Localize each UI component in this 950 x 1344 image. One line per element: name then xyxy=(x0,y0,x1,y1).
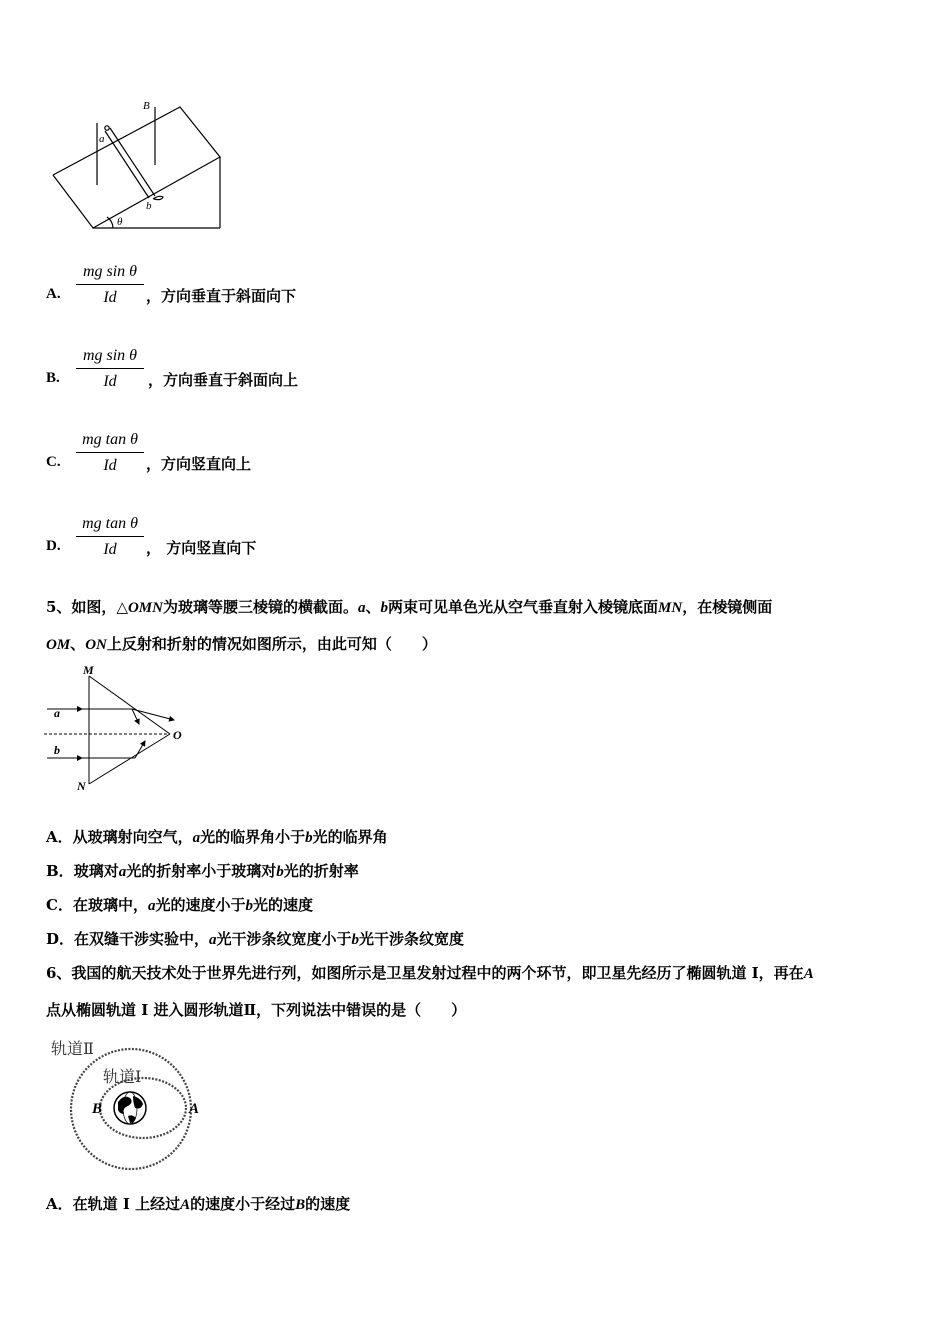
q5-option-b-var: b xyxy=(276,864,284,880)
orbit2-label: 轨道Ⅱ xyxy=(51,1041,94,1058)
q5-option-b-label: B． xyxy=(46,862,74,880)
q5-option-c-text: 光的速度小于 xyxy=(155,896,246,914)
incline-figure xyxy=(45,95,230,235)
option-d-denominator: Id xyxy=(103,541,117,558)
q5-text: ，在棱镜侧面 xyxy=(682,598,773,616)
q6-text: 6、我国的航天技术处于世界先进行列，如图所示是卫星发射过程中的两个环节，即卫星先经历了椭圆轨道 I，再在 xyxy=(46,964,804,982)
q5-option-c-var: a xyxy=(147,898,156,914)
q5-var-a: a xyxy=(358,600,366,616)
q5-text: 、 xyxy=(70,635,86,653)
prism-label-N: N xyxy=(77,779,86,793)
option-c-numerator: mg tan θ xyxy=(82,431,138,448)
q5-var-om: OM xyxy=(46,637,71,653)
option-d-label: D. xyxy=(46,538,61,554)
option-c-denominator: Id xyxy=(103,457,117,474)
figure1-label-theta: θ xyxy=(117,216,123,228)
q5-option-d-var: a xyxy=(209,932,217,948)
q5-option-a-text: 光的临界角小于 xyxy=(200,828,306,846)
figure1-label-b: b xyxy=(146,200,152,212)
option-b-text: ，方向垂直于斜面向上 xyxy=(148,371,299,389)
option-d-text: ， 方向竖直向下 xyxy=(146,539,257,557)
q6-option-a-var: A xyxy=(180,1197,191,1213)
prism-label-M: M xyxy=(83,663,94,677)
q5-option-d xyxy=(46,929,464,950)
q5-option-c xyxy=(46,895,313,916)
q5-text: 两束可见单色光从空气垂直射入棱镜底面 xyxy=(388,598,659,616)
prism-figure xyxy=(42,662,192,794)
q5-option-a-text: 光的临界角 xyxy=(312,828,388,846)
option-b-denominator: Id xyxy=(103,373,117,390)
prism-label-b: b xyxy=(54,743,60,757)
fraction-bar xyxy=(76,536,144,537)
earth-icon xyxy=(114,1092,146,1124)
orbit-figure xyxy=(48,1036,218,1176)
q5-option-c-text: 光的速度 xyxy=(252,896,313,914)
q5-option-b-var: a xyxy=(118,864,127,880)
q6-text: 点从椭圆轨道 I 进入圆形轨道Ⅱ，下列说法中错误的是（ ） xyxy=(46,1001,467,1019)
orbit1-label: 轨道Ⅰ xyxy=(103,1069,142,1086)
q5-stem-line2 xyxy=(46,634,437,655)
option-d-fraction xyxy=(76,514,144,560)
orbit-label-A: A xyxy=(189,1101,200,1117)
option-a-numerator: mg sin θ xyxy=(82,263,138,280)
q5-option-c-label: C． xyxy=(46,896,73,914)
q6-option-a xyxy=(46,1194,350,1215)
option-d-numerator: mg tan θ xyxy=(82,515,138,532)
q5-option-d-text: 在双缝干涉实验中， xyxy=(74,930,210,948)
q5-text: 5、如图， xyxy=(46,598,117,616)
q5-text: 、 xyxy=(365,598,381,616)
q5-option-b-text: 光的折射率 xyxy=(283,862,359,880)
orbit-label-B: B xyxy=(92,1101,103,1117)
q5-option-c-var: b xyxy=(245,898,253,914)
q5-option-c-text: 在玻璃中， xyxy=(72,896,148,914)
option-a-fraction xyxy=(76,262,144,308)
option-b-fraction xyxy=(76,346,144,392)
fraction-bar xyxy=(76,284,144,285)
q5-option-d-text: 光干涉条纹宽度小于 xyxy=(216,930,352,948)
q5-option-d-label: D． xyxy=(46,930,75,948)
option-c-fraction xyxy=(76,430,144,476)
q5-text: 为玻璃等腰三棱镜的横截面。 xyxy=(162,598,358,616)
q6-option-a-text: 的速度 xyxy=(305,1195,351,1213)
q6-option-a-label: A． xyxy=(46,1195,73,1213)
q5-var-on: ON xyxy=(85,637,107,653)
q5-option-b xyxy=(46,861,359,882)
q5-option-a-text: 从玻璃射向空气， xyxy=(72,828,193,846)
option-a-text: ，方向垂直于斜面向下 xyxy=(146,287,297,305)
prism-label-a: a xyxy=(54,706,60,720)
q5-stem-line1 xyxy=(46,597,772,618)
q5-option-d-var: b xyxy=(351,932,360,948)
q5-var-b: b xyxy=(380,600,389,616)
q5-option-b-text: 光的折射率小于玻璃对 xyxy=(126,862,277,880)
q5-option-a-var: b xyxy=(305,830,313,846)
q6-option-a-var: B xyxy=(295,1197,306,1213)
q6-option-a-text: 的速度小于经过 xyxy=(190,1195,296,1213)
fraction-bar xyxy=(76,452,144,453)
q5-option-d-text: 光干涉条纹宽度 xyxy=(359,930,465,948)
option-a-label: A. xyxy=(46,286,61,302)
q5-option-a xyxy=(46,827,388,848)
q5-var-mn: MN xyxy=(658,600,683,616)
option-c-label: C. xyxy=(46,454,61,470)
q6-stem-line1 xyxy=(46,963,814,984)
q5-text: 上反射和折射的情况如图所示，由此可知（ ） xyxy=(106,635,437,653)
option-c-text: ，方向竖直向上 xyxy=(146,455,252,473)
figure1-label-B: B xyxy=(143,100,150,112)
q5-option-b-text: 玻璃对 xyxy=(73,862,119,880)
q5-option-a-var: a xyxy=(192,830,201,846)
q5-triangle: △OMN xyxy=(116,600,163,616)
q6-var-A: A xyxy=(803,966,814,982)
q6-option-a-text: 在轨道 I 上经过 xyxy=(72,1195,181,1213)
option-b-label: B. xyxy=(46,370,60,386)
option-a-denominator: Id xyxy=(103,289,117,306)
q6-stem-line2 xyxy=(46,1000,466,1020)
fraction-bar xyxy=(76,368,144,369)
option-b-numerator: mg sin θ xyxy=(82,347,138,364)
q5-option-a-label: A． xyxy=(46,828,73,846)
prism-label-O: O xyxy=(173,728,182,742)
figure1-label-a: a xyxy=(99,133,105,145)
